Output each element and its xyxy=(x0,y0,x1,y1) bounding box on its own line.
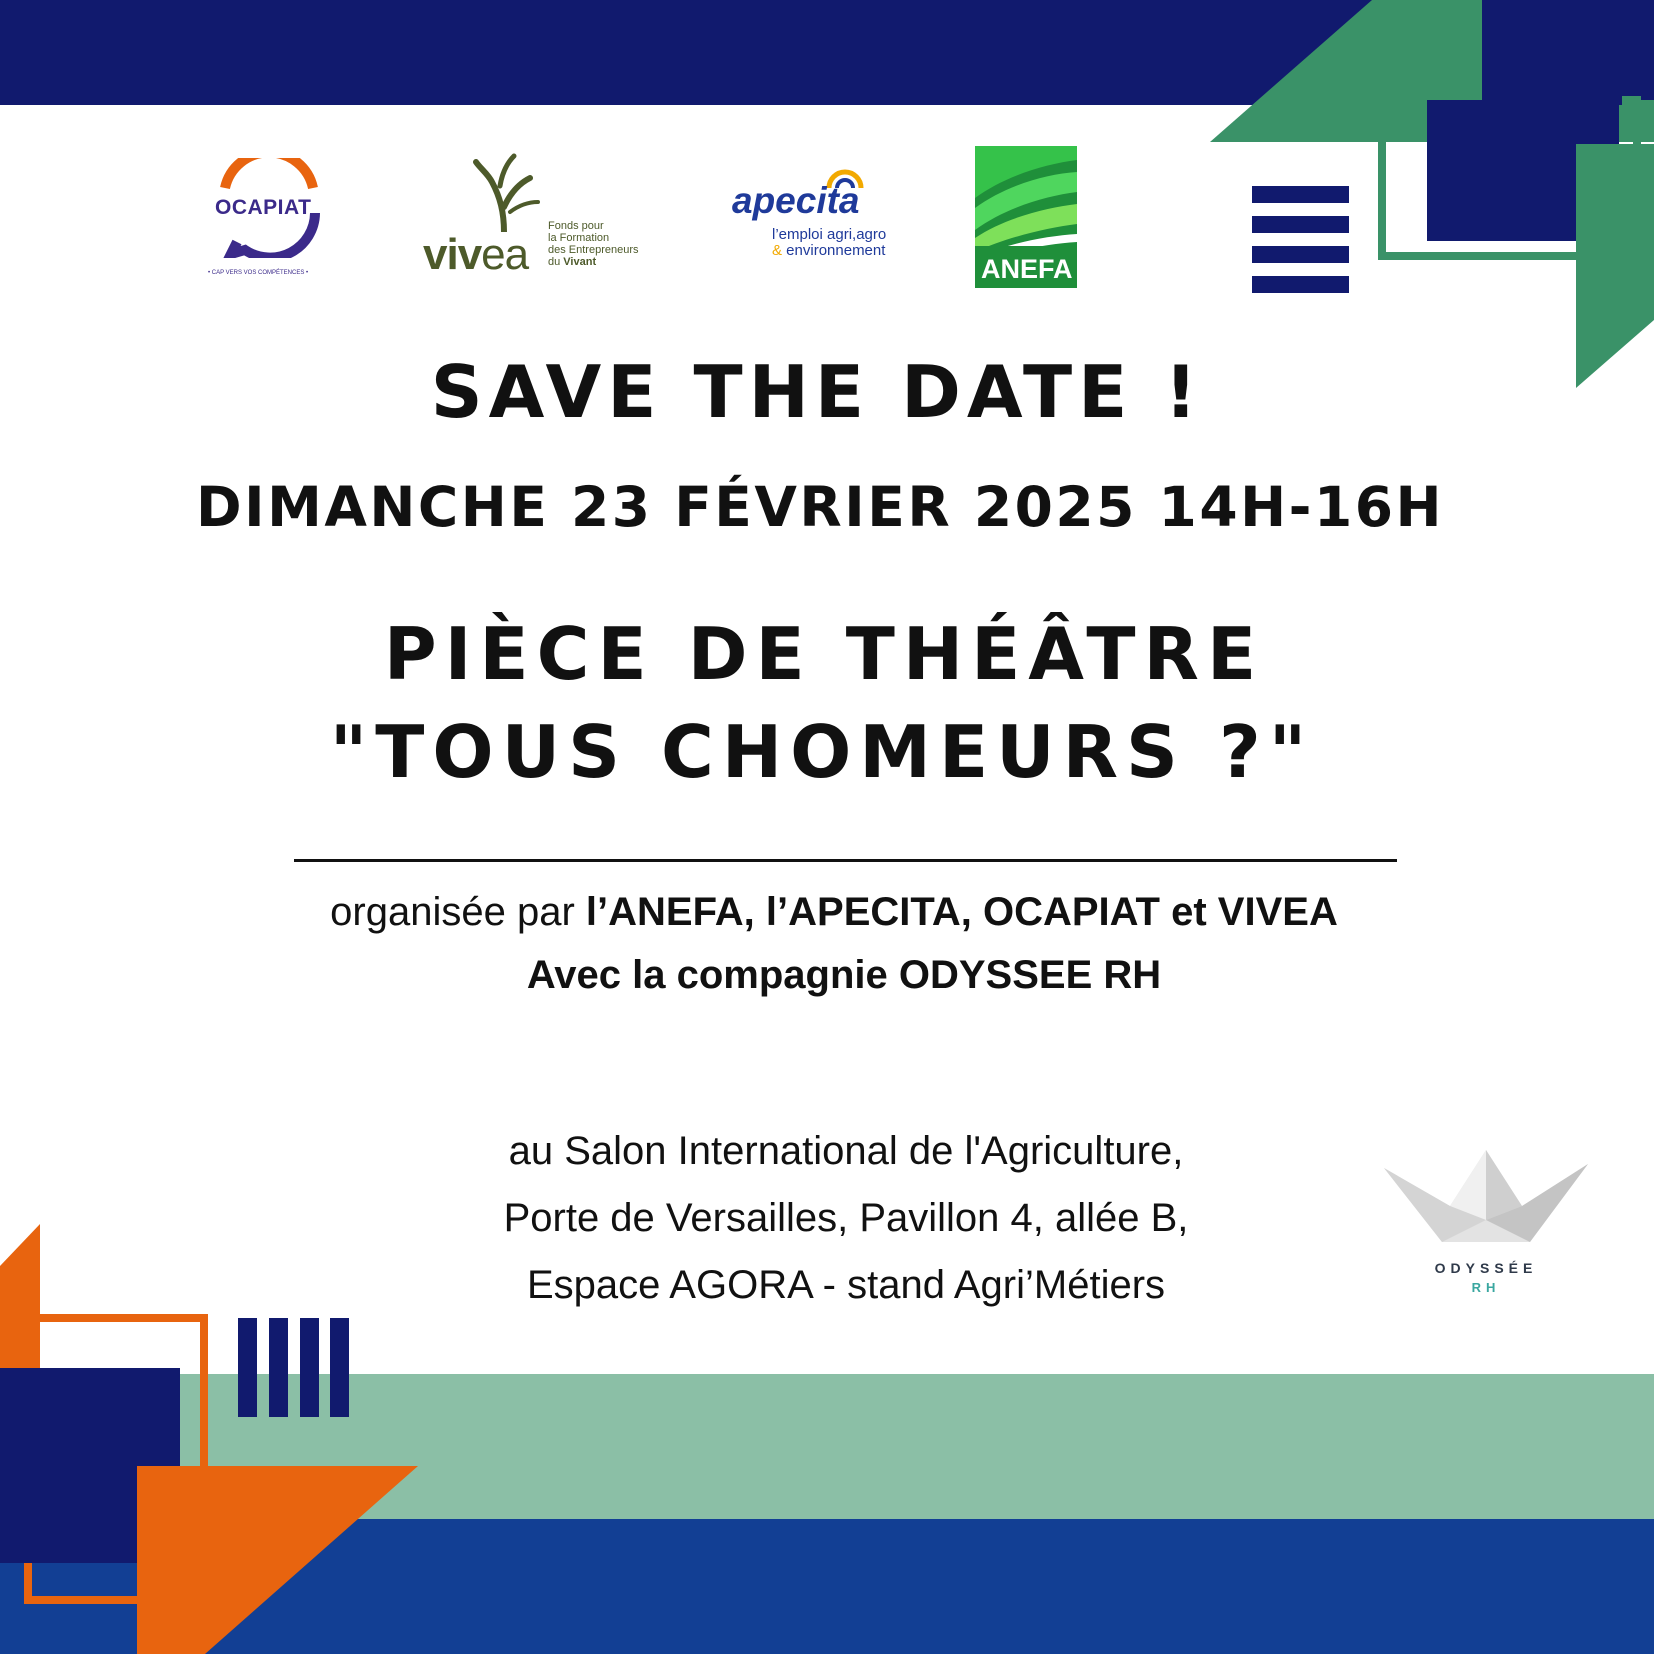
vbar-2 xyxy=(269,1318,288,1417)
apecita-tagline-line2 xyxy=(772,243,886,259)
apecita-amp: & xyxy=(772,242,783,259)
vivea-caption xyxy=(548,220,639,268)
ocapiat-tagline: • CAP VERS VOS COMPÉTENCES • xyxy=(208,270,309,276)
vivea-wordmark xyxy=(423,230,528,280)
vivea-caption-line4 xyxy=(548,256,639,268)
odyssee-name: ODYSSÉE xyxy=(1434,1260,1538,1276)
odyssee-rh-logo xyxy=(1380,1150,1592,1300)
save-the-date-heading: SAVE THE DATE ! xyxy=(430,350,1204,434)
event-date-time: DIMANCHE 23 FÉVRIER 2025 14H-16H xyxy=(195,475,1445,539)
vivea-caption-line4-bold: Vivant xyxy=(563,256,597,268)
ocapiat-logo xyxy=(205,158,335,288)
apecita-tagline-line1: l’emploi agri,agro xyxy=(772,226,887,243)
apecita-tagline-line2-text: environnement xyxy=(782,242,886,259)
venue-line1: au Salon International de l'Agriculture, xyxy=(508,1129,1184,1173)
company-line: Avec la compagnie ODYSSEE RH xyxy=(526,953,1162,997)
anefa-name: ANEFA xyxy=(981,254,1073,284)
stripe-1 xyxy=(1252,186,1349,203)
vivea-name-light: ea xyxy=(481,230,529,279)
vivea-caption-line3: des Entrepreneurs xyxy=(548,244,639,256)
paper-boat-icon xyxy=(1380,1150,1592,1246)
top-right-navy-corner xyxy=(1482,0,1622,105)
divider-line xyxy=(294,859,1397,862)
vbar-4 xyxy=(330,1318,349,1417)
apecita-name: apecita xyxy=(732,180,860,221)
vbar-3 xyxy=(300,1318,319,1417)
vivea-logo xyxy=(420,152,660,277)
play-title-line2: "TOUS CHOMEURS ?" xyxy=(329,710,1315,794)
organizers-prefix: organisée par xyxy=(330,890,586,934)
sprout-icon xyxy=(470,152,540,232)
venue-line3: Espace AGORA - stand Agri’Métiers xyxy=(526,1263,1166,1307)
play-title-line1: PIÈCE DE THÉÂTRE xyxy=(383,612,1265,696)
vbar-1 xyxy=(238,1318,257,1417)
apecita-logo xyxy=(730,168,905,268)
vivea-caption-line1: Fonds pour xyxy=(548,220,604,232)
stripe-4 xyxy=(1252,276,1349,293)
vivea-name-dark: viv xyxy=(423,230,482,279)
vivea-caption-line4-prefix: du xyxy=(548,256,564,268)
vivea-caption-line2: la Formation xyxy=(548,232,610,244)
organizers-line xyxy=(7,890,1654,935)
venue-line2: Porte de Versailles, Pavillon 4, allée B, xyxy=(503,1196,1189,1240)
apecita-tagline xyxy=(772,227,886,259)
ocapiat-name: OCAPIAT xyxy=(215,196,312,219)
organizers-names: l’ANEFA, l’APECITA, OCAPIAT et VIVEA xyxy=(585,890,1338,934)
stripe-3 xyxy=(1252,246,1349,263)
odyssee-sub: RH xyxy=(1471,1280,1501,1295)
stripe-2 xyxy=(1252,216,1349,233)
anefa-logo xyxy=(975,146,1077,288)
